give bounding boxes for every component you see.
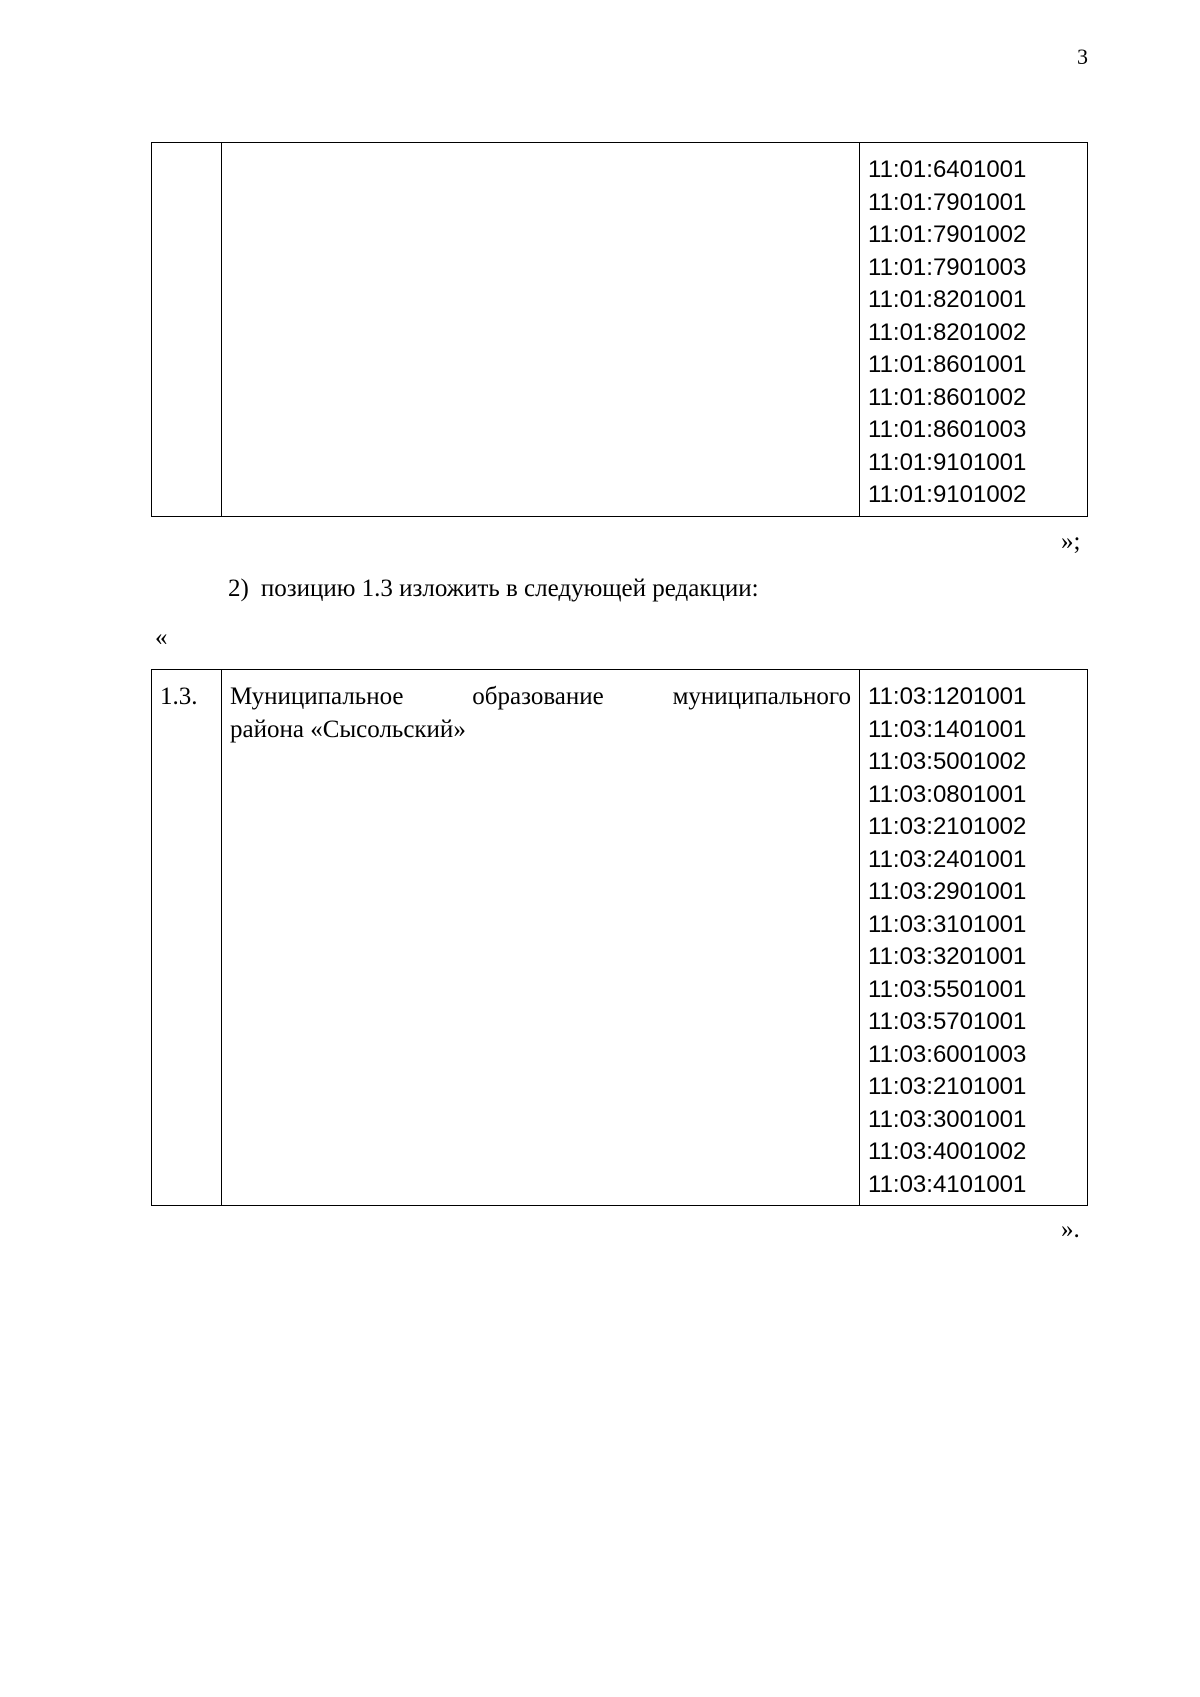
cadastral-code: 11:01:7901003 bbox=[868, 253, 1027, 281]
cadastral-code: 11:03:2901001 bbox=[868, 878, 1027, 905]
instruction-text: позицию 1.3 изложить в следующей редакции: bbox=[260, 575, 759, 602]
municipality-name-cell bbox=[222, 670, 860, 1206]
cadastral-code: 11:03:0801001 bbox=[868, 780, 1027, 808]
row-number-cell: 1.3. bbox=[152, 670, 222, 1206]
name-word: Муниципальное bbox=[230, 683, 404, 710]
closing-quote: »; bbox=[1061, 528, 1081, 555]
cadastral-code: 11:01:7901002 bbox=[868, 221, 1027, 248]
cadastral-code: 11:03:2101002 bbox=[868, 813, 1027, 840]
cadastral-code: 11:03:5501001 bbox=[868, 975, 1027, 1003]
closing-quote: ». bbox=[1061, 1216, 1080, 1243]
cadastral-code: 11:03:6001003 bbox=[868, 1040, 1027, 1068]
cadastral-codes-list bbox=[868, 154, 1087, 512]
cadastral-code: 11:01:8601003 bbox=[868, 416, 1027, 443]
cadastral-code: 11:01:8601001 bbox=[868, 351, 1027, 378]
cadastral-code: 11:03:1401001 bbox=[868, 715, 1027, 743]
cadastral-code: 11:03:3101001 bbox=[868, 910, 1027, 938]
row-number-cell bbox=[152, 143, 222, 517]
position-1-3-table bbox=[151, 669, 1088, 1206]
cadastral-code: 11:03:2101001 bbox=[868, 1073, 1027, 1100]
cadastral-code: 11:01:9101001 bbox=[868, 448, 1027, 476]
name-word: образование bbox=[472, 683, 604, 710]
cadastral-codes-cell bbox=[860, 143, 1088, 517]
municipality-name-cell bbox=[222, 143, 860, 517]
instruction-number: 2) bbox=[228, 575, 249, 602]
municipality-name-line1 bbox=[230, 681, 851, 714]
cadastral-code: 11:01:9101002 bbox=[868, 481, 1027, 508]
cadastral-codes-cell bbox=[860, 670, 1088, 1206]
cadastral-code: 11:03:2401001 bbox=[868, 845, 1027, 873]
table-row bbox=[152, 670, 1088, 1206]
table-row bbox=[152, 143, 1088, 517]
opening-quote: « bbox=[155, 624, 168, 651]
cadastral-codes-list bbox=[868, 681, 1087, 1201]
municipality-name-line2: района «Сысольский» bbox=[230, 715, 466, 743]
cadastral-code: 11:01:8201002 bbox=[868, 318, 1027, 346]
cadastral-code: 11:03:4001002 bbox=[868, 1138, 1027, 1165]
cadastral-code: 11:03:4101001 bbox=[868, 1170, 1027, 1198]
continued-table bbox=[151, 142, 1088, 517]
cadastral-code: 11:03:5001002 bbox=[868, 748, 1027, 775]
cadastral-code: 11:01:7901001 bbox=[868, 188, 1027, 216]
name-word: муниципального bbox=[672, 683, 851, 710]
cadastral-code: 11:01:6401001 bbox=[868, 156, 1027, 183]
cadastral-code: 11:03:3201001 bbox=[868, 943, 1027, 970]
cadastral-code: 11:01:8201001 bbox=[868, 286, 1027, 313]
cadastral-code: 11:01:8601002 bbox=[868, 383, 1027, 411]
cadastral-code: 11:03:5701001 bbox=[868, 1008, 1027, 1035]
cadastral-code: 11:03:1201001 bbox=[868, 683, 1027, 710]
cadastral-code: 11:03:3001001 bbox=[868, 1105, 1027, 1133]
page-number: 3 bbox=[1077, 44, 1088, 69]
amendment-instruction bbox=[228, 574, 759, 604]
